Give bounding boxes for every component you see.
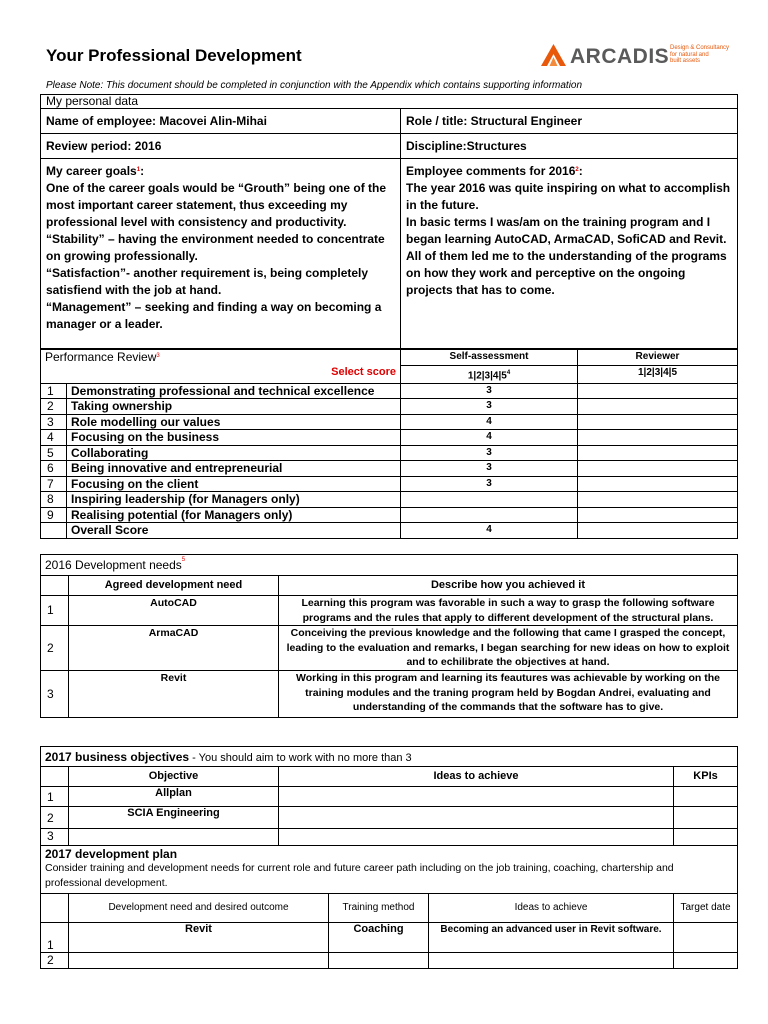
- plan-target-date[interactable]: [674, 923, 738, 953]
- employee-comment-1: The year 2016 was quite inspiring on what to accomplish in the future.: [406, 181, 731, 212]
- overall-score-label: Overall Score: [67, 523, 401, 539]
- logo-tagline: Design & Consultancy for natural and built assets: [670, 45, 730, 64]
- reviewer-score-select[interactable]: [578, 507, 738, 523]
- objective-ideas[interactable]: [279, 807, 674, 829]
- plan-method[interactable]: Coaching: [329, 923, 429, 953]
- competency-label: Demonstrating professional and technical excellence: [67, 383, 401, 399]
- overall-score-row: [41, 523, 738, 539]
- self-score-select[interactable]: 3: [401, 383, 578, 399]
- reviewer-score-select[interactable]: [578, 461, 738, 477]
- objective-kpis[interactable]: [674, 829, 738, 846]
- performance-row: 8 Inspiring leadership (for Managers only): [41, 492, 738, 508]
- employee-comments-title: Employee comments for 2016: [406, 164, 576, 178]
- performance-review-title: Performance Review$^3$: [41, 350, 401, 366]
- reviewer-scale: 1|2|3|4|5: [578, 365, 738, 383]
- objective-ideas[interactable]: [279, 787, 674, 807]
- career-goals-cell[interactable]: My career goals$^1$: One of the career goals would be “Grouth” being one of the most important career statement, thus exceeding my professional level with consistency and productivity. “Stability” – having the environment needed to concentrate on growing professionally. “Satisfaction”- another requirement is, being completely satisfiend with the job at hand. “Management” – seeking and finding a way on becoming a manager or a leader.: [41, 159, 401, 349]
- employee-name-field[interactable]: Name of employee: Macovei Alin-Mihai: [41, 109, 401, 134]
- self-assessment-header: Self-assessment: [401, 350, 578, 366]
- self-score-select[interactable]: 3: [401, 476, 578, 492]
- reviewer-score-select[interactable]: [578, 430, 738, 446]
- self-scale: $1|2|3|4|5^4$: [401, 365, 578, 383]
- competency-label: Being innovative and entrepreneurial: [67, 461, 401, 477]
- reviewer-score-select[interactable]: [578, 476, 738, 492]
- reviewer-header: Reviewer: [578, 350, 738, 366]
- discipline-field[interactable]: Discipline:Structures: [401, 134, 738, 159]
- performance-row: 5 Collaborating 3: [41, 445, 738, 461]
- development-need-name[interactable]: ArmaCAD: [69, 626, 279, 671]
- personal-data-heading: My personal data: [41, 95, 738, 109]
- competency-label: Collaborating: [67, 445, 401, 461]
- career-goal-stability: “Stability” – having the environment needed to concentrate on growing professionally.: [46, 232, 385, 263]
- objective-row: 1 Allplan: [41, 787, 738, 807]
- development-need-row: 2 ArmaCAD Conceiving the previous knowledge and the following that came I grasped the concept, leading to the evaluation and remarks, I began searching for new ideas on how to exploit and to echilibrate the objectives at hand.: [41, 626, 738, 671]
- review-period-field[interactable]: Review period: 2016: [41, 134, 401, 159]
- competency-label: Realising potential (for Managers only): [67, 507, 401, 523]
- ideas-header: Ideas to achieve: [279, 767, 674, 787]
- development-plan-row: 2: [41, 953, 738, 969]
- reviewer-score-select[interactable]: [578, 414, 738, 430]
- plan-ideas[interactable]: [429, 953, 674, 969]
- development-need-name[interactable]: AutoCAD: [69, 596, 279, 626]
- target-date-header: Target date: [674, 894, 738, 923]
- select-score-label: Select score: [41, 365, 401, 383]
- development-need-description[interactable]: Learning this program was favorable in such a way to grasp the following software programs and the rules that apply to different development of the structural plans.: [279, 596, 738, 626]
- personal-data-table: [40, 94, 738, 349]
- development-need-row: 1 AutoCAD Learning this program was favorable in such a way to grasp the following software programs and the rules that apply to different development of the structural plans.: [41, 596, 738, 626]
- competency-label: Role modelling our values: [67, 414, 401, 430]
- ideas-to-achieve-header: Ideas to achieve: [429, 894, 674, 923]
- dev-need-outcome-header: Development need and desired outcome: [69, 894, 329, 923]
- reviewer-score-select[interactable]: [578, 399, 738, 415]
- plan-need[interactable]: Revit: [69, 923, 329, 953]
- development-plan-title: 2017 development plan: [45, 847, 178, 861]
- development-needs-title: 2016 Development needs$^5$: [41, 555, 738, 576]
- competency-label: Focusing on the business: [67, 430, 401, 446]
- development-plan-description: Consider training and development needs for current role and future career path including on the job training, coaching, chartership and professional development.: [45, 862, 674, 889]
- objective-header: Objective: [69, 767, 279, 787]
- note-text: Please Note: This document should be completed in conjunction with the Appendix which contains supporting information: [46, 80, 583, 91]
- employee-comment-2: In basic terms I was/am on the training program and I began learning AutoCAD, ArmaCAD, SofiCAD and Revit. All of them led me to the understanding of the programs on how they work and perceptive on the ongoing projects that has to come.: [406, 215, 727, 297]
- competency-label: Taking ownership: [67, 399, 401, 415]
- career-goal-management: “Management” – seeking and finding a way on becoming a manager or a leader.: [46, 300, 382, 331]
- performance-row: 2 Taking ownership 3: [41, 399, 738, 415]
- development-plan-section: [41, 846, 738, 894]
- self-score-select[interactable]: [401, 507, 578, 523]
- development-need-description[interactable]: Working in this program and learning its feautures was achievable by working on the training modules and the traning program held by Bogdan Andrei, evaluating and understanding of the commands that the software has to give.: [279, 671, 738, 718]
- self-score-select[interactable]: 3: [401, 399, 578, 415]
- plan-need[interactable]: [69, 953, 329, 969]
- business-objectives-title: 2017 business objectives - You should aim to work with no more than 3: [41, 747, 738, 767]
- self-score-select[interactable]: 3: [401, 461, 578, 477]
- performance-row: 4 Focusing on the business 4: [41, 430, 738, 446]
- objective-kpis[interactable]: [674, 807, 738, 829]
- document-title: Your Professional Development: [46, 46, 302, 65]
- overall-reviewer-score[interactable]: [578, 523, 738, 539]
- plan-target-date[interactable]: [674, 953, 738, 969]
- how-achieved-header: Describe how you achieved it: [279, 576, 738, 596]
- reviewer-score-select[interactable]: [578, 383, 738, 399]
- plan-method[interactable]: [329, 953, 429, 969]
- development-needs-table: [40, 554, 738, 718]
- logo-wordmark: ARCADIS: [570, 45, 670, 68]
- employee-comments-cell[interactable]: Employee comments for 2016$^2$: The year 2016 was quite inspiring on what to accomplish in the future. In basic terms I was/am on the training program and I began learning AutoCAD, ArmaCAD, SofiCAD and Revit. All of them led me to the understanding of the programs on how they work and perceptive on the ongoing projects that has to come.: [401, 159, 738, 349]
- role-title-field[interactable]: Role / title: Structural Engineer: [401, 109, 738, 134]
- overall-self-score[interactable]: 4: [401, 523, 578, 539]
- objective-row: 2 SCIA Engineering: [41, 807, 738, 829]
- career-goal-satisfaction: “Satisfaction”- another requirement is, being completely satisfiend with the job at hand.: [46, 266, 369, 297]
- self-score-select[interactable]: 4: [401, 430, 578, 446]
- performance-row: 6 Being innovative and entrepreneurial 3: [41, 461, 738, 477]
- self-score-select[interactable]: 3: [401, 445, 578, 461]
- development-plan-row: 1 Revit Coaching Becoming an advanced user in Revit software.: [41, 923, 738, 953]
- objective-name[interactable]: [69, 829, 279, 846]
- reviewer-score-select[interactable]: [578, 445, 738, 461]
- performance-row: 9 Realising potential (for Managers only): [41, 507, 738, 523]
- training-method-header: Training method: [329, 894, 429, 923]
- objective-name[interactable]: Allplan: [69, 787, 279, 807]
- objective-kpis[interactable]: [674, 787, 738, 807]
- performance-review-table: [40, 349, 738, 539]
- performance-row: 7 Focusing on the client 3: [41, 476, 738, 492]
- development-need-description[interactable]: Conceiving the previous knowledge and the following that came I grasped the concept, leading to the evaluation and remarks, I began searching for new ideas on how to exploit and to echilibrate the objectives at hand.: [279, 626, 738, 671]
- competency-label: Focusing on the client: [67, 476, 401, 492]
- reviewer-score-select[interactable]: [578, 492, 738, 508]
- performance-row: 3 Role modelling our values 4: [41, 414, 738, 430]
- objective-ideas[interactable]: [279, 829, 674, 846]
- plan-ideas[interactable]: Becoming an advanced user in Revit software.: [429, 923, 674, 953]
- objectives-2017-table: [40, 746, 738, 969]
- objective-name[interactable]: SCIA Engineering: [69, 807, 279, 829]
- arcadis-logo-icon: [540, 43, 567, 67]
- agreed-need-header: Agreed development need: [69, 576, 279, 596]
- performance-row: 1 Demonstrating professional and technical excellence 3: [41, 383, 738, 399]
- development-need-row: 3 Revit Working in this program and learning its feautures was achievable by working on the training modules and the traning program held by Bogdan Andrei, evaluating and understanding of the commands that the software has to give.: [41, 671, 738, 718]
- arcadis-logo: [540, 42, 730, 72]
- career-goals-title: My career goals: [46, 164, 137, 178]
- self-score-select[interactable]: 4: [401, 414, 578, 430]
- development-need-name[interactable]: Revit: [69, 671, 279, 718]
- competency-label: Inspiring leadership (for Managers only): [67, 492, 401, 508]
- objective-row: 3: [41, 829, 738, 846]
- self-score-select[interactable]: [401, 492, 578, 508]
- kpis-header: KPIs: [674, 767, 738, 787]
- career-goal-growth: One of the career goals would be “Grouth” being one of the most important career statement, thus exceeding my professional level with consistency and productivity.: [46, 181, 387, 229]
